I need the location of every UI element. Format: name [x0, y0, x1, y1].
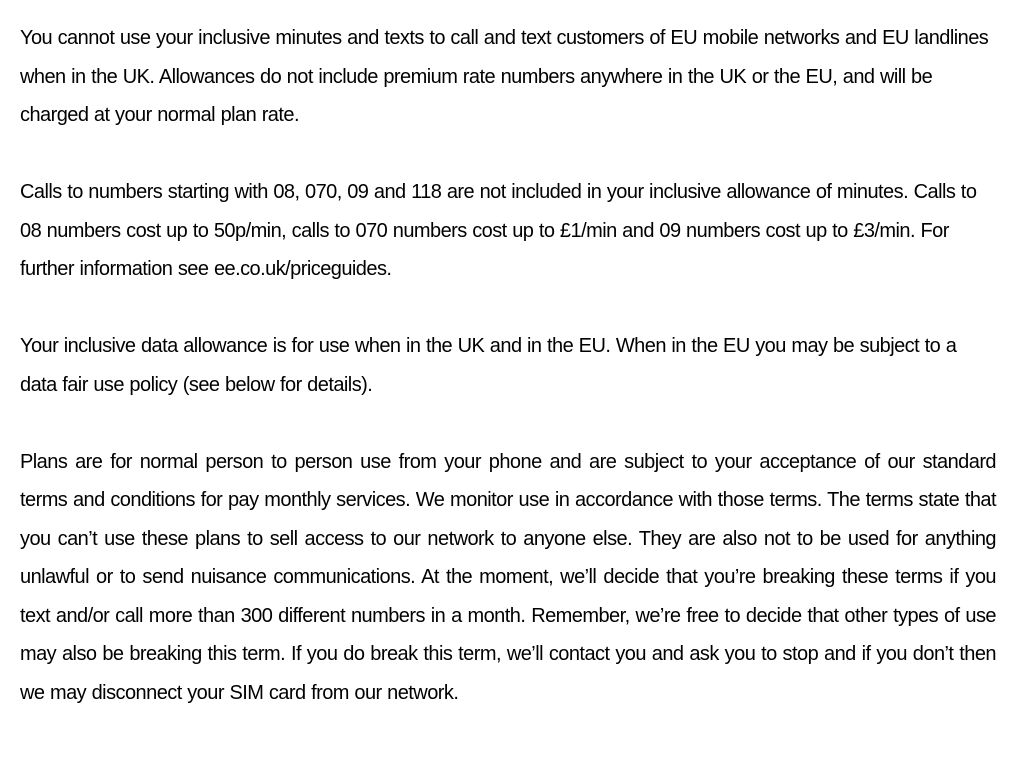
paragraph-eu-calls: You cannot use your inclusive minutes and texts to call and text customers of EU mobile networks and EU landlines when in the UK. Allowances do not include premium rate numbers anywhere in the UK or the EU, and will be charged at your normal plan rate. [20, 27, 989, 126]
paragraph-premium-numbers: Calls to numbers starting with 08, 070, 09 and 118 are not included in your inclusive allowance of minutes. Calls to 08 numbers cost up to 50p/min, calls to 070 numbers cost up to £1/min and 09 numbers cost up to £3/min. For further information see ee.co.uk/priceguides. [20, 181, 977, 280]
paragraph-data-allowance: Your inclusive data allowance is for use when in the UK and in the EU. When in the EU you may be subject to a data fair use policy (see below for details). [20, 335, 957, 396]
paragraph-fair-use-terms: Plans are for normal person to person use from your phone and are subject to your acceptance of our standard terms and conditions for pay monthly services. We monitor use in accordance with those terms. The terms state that you can’t use these plans to sell access to our network to anyone else. They are also not to be used for anything unlawful or to send nuisance communications. At the moment, we’ll decide that you’re breaking these terms if you text and/or call more than 300 different numbers in a month. Remember, we’re free to decide that other types of use may also be breaking this term. If you do break this term, we’ll contact you and ask you to stop and if you don’t then we may disconnect your SIM card from our network. [20, 450, 996, 704]
